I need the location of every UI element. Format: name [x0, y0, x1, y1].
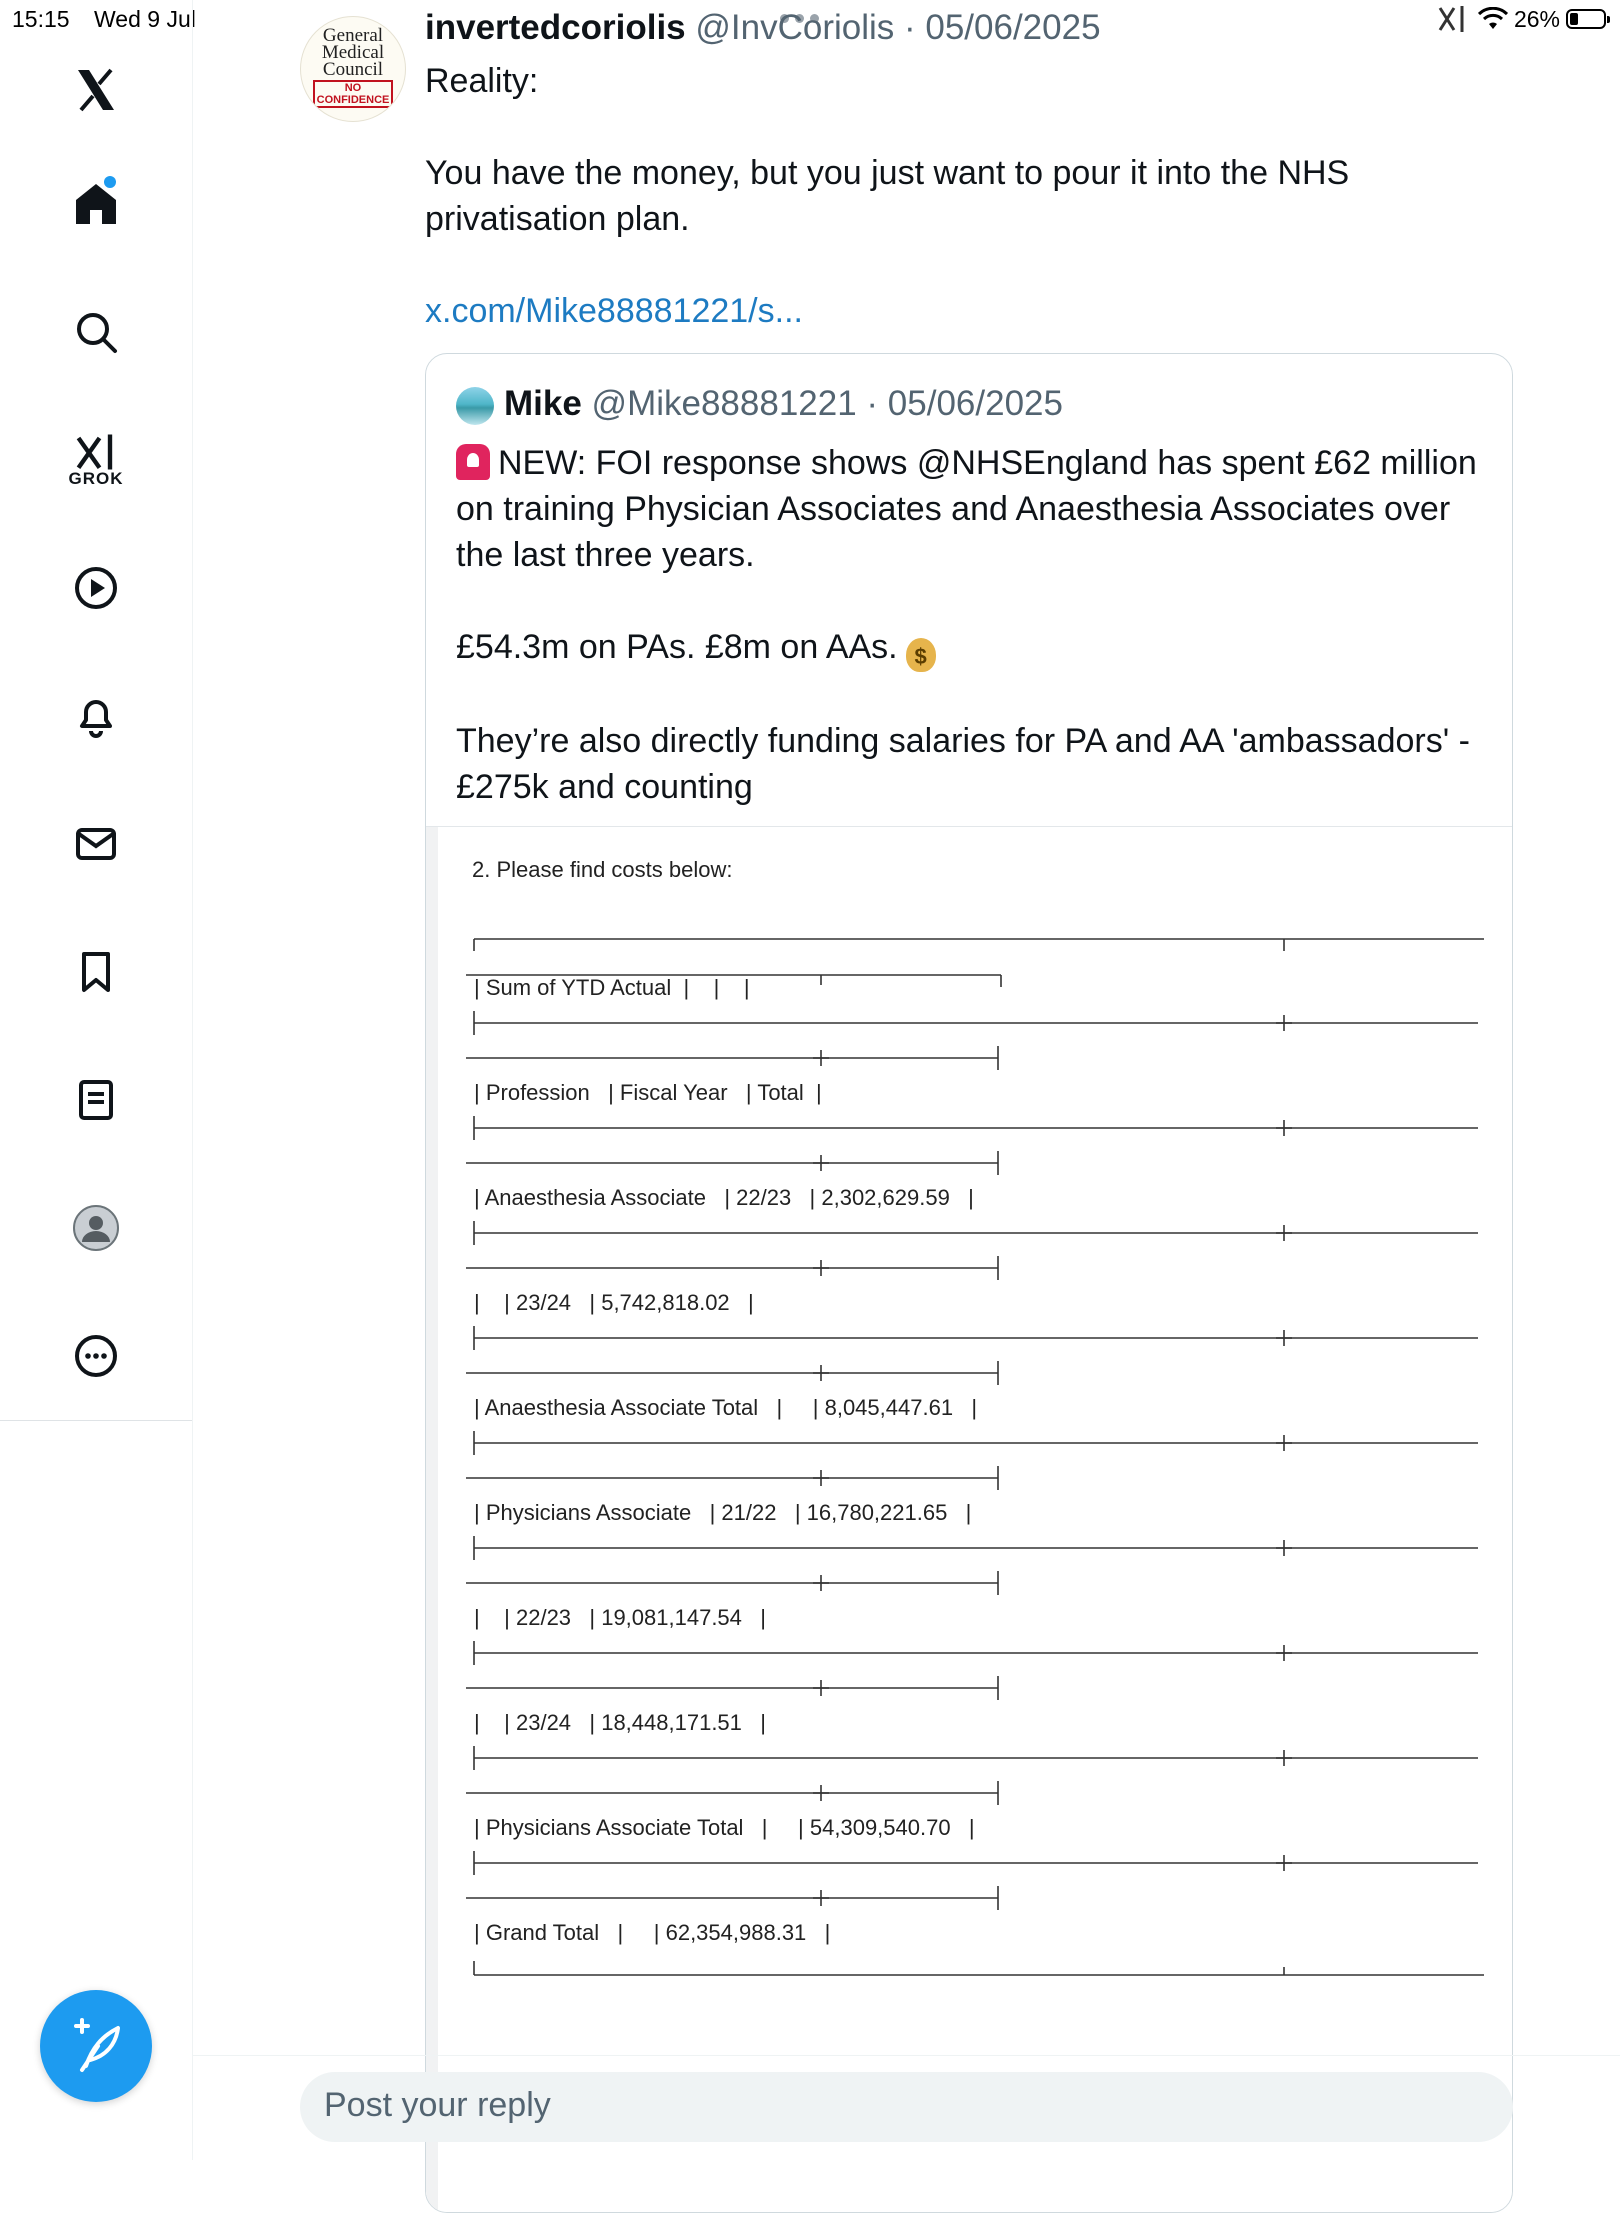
- sidebar: [0, 0, 193, 2160]
- table-row: | Anaesthesia Associate Total | | 8,045,447.61 |: [474, 1395, 978, 1420]
- more-icon[interactable]: [56, 1316, 136, 1396]
- status-time: 15:15: [12, 6, 70, 32]
- tweet-text: Reality: You have the money, but you just want to pour it into the NHS privatisation plan. x.com/Mike88881221/s...: [425, 62, 1350, 330]
- table-row: | Profession | Fiscal Year | Total |: [474, 1080, 822, 1105]
- battery-icon: [1566, 9, 1606, 29]
- no-confidence-stamp: NO CONFIDENCE: [313, 80, 394, 108]
- quoted-author-name[interactable]: Mike: [504, 384, 582, 423]
- tweet-author[interactable]: [425, 8, 1101, 48]
- table-row: | Grand Total | | 62,354,988.31 |: [474, 1920, 831, 1945]
- author-handle-date: @InvCoriolis · 05/06/2025: [685, 8, 1101, 47]
- quoted-author[interactable]: [504, 384, 1063, 424]
- sidebar-divider: [0, 1420, 192, 1421]
- search-icon[interactable]: [56, 292, 136, 372]
- wifi-icon: [1478, 7, 1508, 31]
- foi-document-image[interactable]: [426, 826, 1513, 2213]
- quoted-tweet[interactable]: [425, 353, 1513, 2213]
- grok-label: GROK: [68, 469, 124, 488]
- battery-percent: 26%: [1513, 5, 1560, 32]
- document-heading: 2. Please find costs below:: [472, 857, 733, 882]
- quoted-tweet-text: NEW: FOI response shows @NHSEngland has spent £62 million on training Physician Associates and Anaesthesia Associates over the last three years. £54.3m on PAs. £8m on AAs. $ They’re also directly funding salaries for PA and AA 'ambassadors' - £275k and counting: [456, 444, 1477, 806]
- table-row: | Sum of YTD Actual | | |: [474, 975, 750, 1000]
- table-row: | | 23/24 | 18,448,171.51 |: [474, 1710, 766, 1735]
- messages-icon[interactable]: [56, 804, 136, 884]
- author-avatar[interactable]: General Medical Council NO CONFIDENCE: [300, 16, 406, 122]
- status-indicators: [1438, 4, 1606, 34]
- xai-icon: [1438, 4, 1472, 34]
- notifications-icon[interactable]: [56, 676, 136, 756]
- money-bag-emoji-icon: $: [906, 638, 936, 672]
- tweet-link[interactable]: x.com/Mike88881221/s...: [425, 292, 803, 330]
- video-icon[interactable]: [56, 548, 136, 628]
- quoted-author-handle-date: @Mike88881221 · 05/06/2025: [581, 384, 1063, 423]
- lists-icon[interactable]: [56, 1060, 136, 1140]
- status-date: Wed 9 Jul: [94, 6, 196, 32]
- siren-emoji-icon: [456, 444, 490, 480]
- reply-placeholder: Post your reply: [324, 2086, 551, 2124]
- table-row: | | 23/24 | 5,742,818.02 |: [474, 1290, 754, 1315]
- profile-avatar-icon[interactable]: [56, 1188, 136, 1268]
- table-row: | Physicians Associate | 21/22 | 16,780,221.65 |: [474, 1500, 972, 1525]
- compose-post-button[interactable]: [40, 1990, 152, 2102]
- author-name[interactable]: invertedcoriolis: [425, 8, 686, 47]
- notification-dot: [104, 176, 116, 188]
- home-icon[interactable]: [56, 164, 136, 244]
- x-logo-icon[interactable]: [56, 50, 136, 130]
- grok-icon: [73, 431, 119, 473]
- table-row: | Anaesthesia Associate | 22/23 | 2,302,629.59 |: [474, 1185, 974, 1210]
- bookmarks-icon[interactable]: [56, 932, 136, 1012]
- quoted-author-avatar[interactable]: [456, 387, 494, 425]
- reply-divider: [192, 2055, 1620, 2056]
- reply-input[interactable]: [300, 2072, 1513, 2142]
- feather-plus-icon: [68, 2018, 124, 2074]
- table-row: | Physicians Associate Total | | 54,309,540.70 |: [474, 1815, 975, 1840]
- sidebar-item-grok[interactable]: [56, 420, 136, 500]
- table-row: | | 22/23 | 19,081,147.54 |: [474, 1605, 766, 1630]
